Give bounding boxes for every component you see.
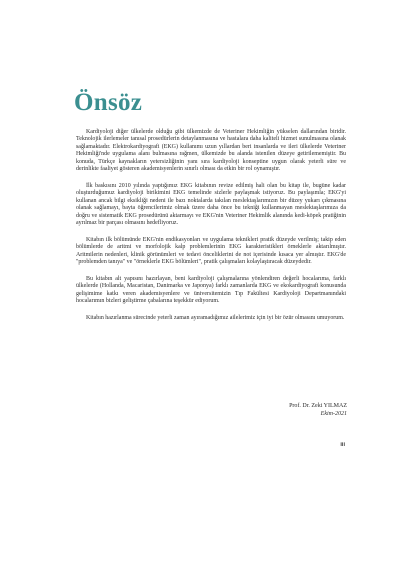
preface-body [76,129,346,332]
signature-date: Ekim-2021 [320,411,347,417]
paragraph: İlk baskısını 2010 yılında yaptığımız EKG kitabının revize edilmiş hali olan bu kitap ile, bugüne kadar oluşturduğumuz kardiyoloji birikimini EKG temelinde sizlerle paylaşmak istiyoruz. Bu paylaşımla; EKG'yi kullanan ancak bilgi eksikliği nedeni ile bazı noktalarda takılan meslektaşlarımızın bir düzey yukarı çıkmasına olanak sağlamayı, bayta öğrencilerimiz olmak üzere daha önce bu tekniği kullanmayan meslektaşlarımıza da doğru ve sistematik EKG prosedürünü aktarmayı ve EKG'nin Veteriner Hekimlik alanında kedi-köpek pratiğinin ayrılmaz bir parçası olmasını hedefliyoruz. [76,182,346,226]
paragraph: Bu kitabın alt yapısını hazırlayan, beni kardiyoloji çalışmalarına yönlendiren değerli hocalarıma, farklı ülkelerde (Hollanda, Macaristan, Danimarka ve Japonya) farklı zamanlarda EKG ve ekokardiyografi konusunda gelişimime katkı veren akademisyenlere ve üniversitemizin Tıp Fakültesi Kardiyoloji Departmanındaki hocalarımın bizleri geliştirme çabalarına teşekkür ediyorum. [76,276,346,305]
author-name: Prof. Dr. Zeki YILMAZ [289,403,347,409]
page-title: Önsöz [74,89,143,116]
signature-block [289,402,347,418]
paragraph: Kardiyoloji diğer ülkelerde olduğu gibi ülkemizde de Veteriner Hekimliğin yükselen dallarından biridir. Teknolojik ilerlemeler tanısal prosedürlerin detaylanmasına ve hastalara daha kaliteli hizmet sunulmasına olanak sağlamaktadır. Elektrokardiyografi (EKG) kullanımı uzun yıllardan beri insanlarda ve ileri ülkelerde Veteriner Hekimliği'nde uygulama alanı bulmasına rağmen, ülkemizde bu alanda istenilen düzeye getirilememiştir. Bu konuda, Türkçe kaynakların yetersizliğinin yanı sıra kardiyoloji konseptine uygun olarak yeterli süre ve derinlikte faaliyet gösteren akademisyenlerin sınırlı olması da etkin bir rol oynamıştır. [76,129,346,173]
paragraph: Kitabın hazırlanma sürecinde yeterli zaman ayıramadığımız ailelerimiz için iyi bir özür olmasını umuyorum. [86,315,345,322]
page-number: iii [340,442,345,448]
paragraph: Kitabın ilk bölümünde EKG'nin endikasyonları ve uygulama teknikleri pratik düzeyde verilmiş; takip eden bölümlerde de aritmi ve morfolojik kalp problemlerinin EKG karakteristikleri örneklerle aktarılmıştır. Aritmilerin nedenleri, klinik görünümleri ve tedavi önceliklerini de not içerisinde kısaca yer almıştır. EKG'de "problemden tanıya" ve "örneklerle EKG bölümleri", pratik çalışmaları kolaylaştıracak düzeydedir. [76,236,346,266]
